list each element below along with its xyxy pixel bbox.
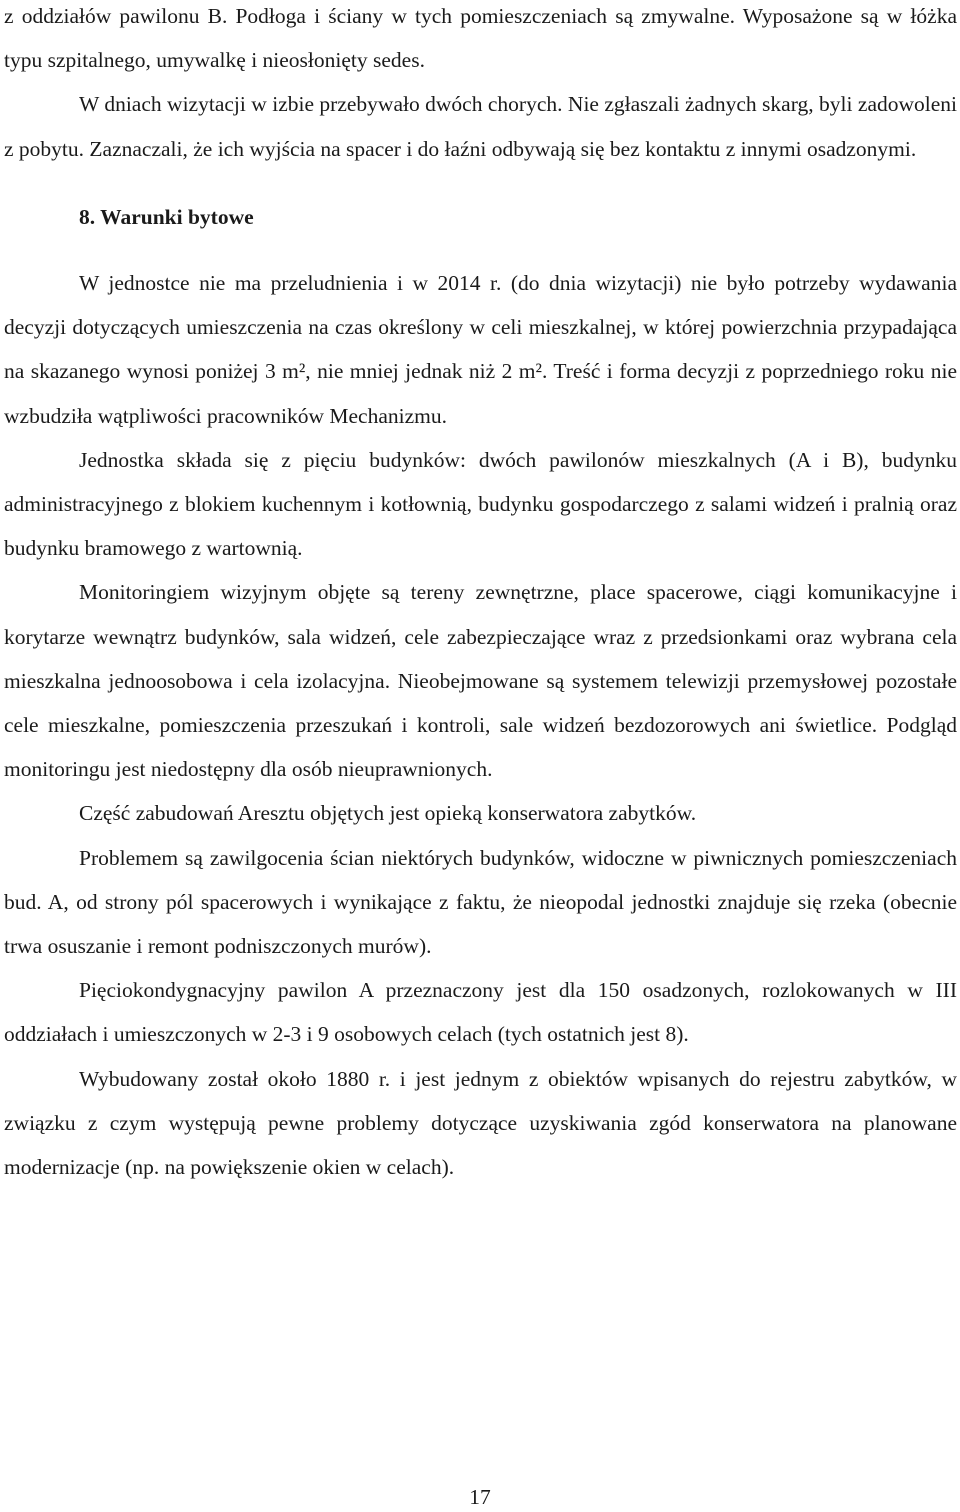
paragraph-overcrowding: W jednostce nie ma przeludnienia i w 2014 r. (do dnia wizytacji) nie było potrzeby wydawania decyzji dotyczących umieszczenia na czas określony w celi mieszkalnej, w której powierzchnia przypadająca na skazanego wynosi poniżej 3 m², nie mniej jednak niż 2 m². Treść i forma decyzji z poprzedniego roku nie wzbudziła wątpliwości pracowników Mechanizmu.	[4, 271, 957, 428]
paragraph-built-1880: Wybudowany został około 1880 r. i jest jednym z obiektów wpisanych do rejestru zabytków, w związku z czym występują pewne problemy dotyczące uzyskiwania zgód konserwatora na planowane modernizacje (np. na powiększenie okien w celach).	[4, 1066, 957, 1180]
paragraph-pavilion-a: Pięciokondygnacyjny pawilon A przeznaczony jest dla 150 osadzonych, rozlokowanych w III oddziałach i umieszczonych w 2-3 i 9 osobowych celach (tych ostatnich jest 8).	[4, 978, 957, 1047]
paragraph-continued: z oddziałów pawilonu B. Podłoga i ściany w tych pomieszczeniach są zmywalne. Wyposażone są w łóżka typu szpitalnego, umywalkę i nieosłonięty sedes.	[4, 4, 957, 73]
section-title: Warunki bytowe	[100, 204, 254, 229]
paragraph-monitoring: Monitoringiem wizyjnym objęte są tereny zewnętrzne, place spacerowe, ciągi komunikacyjne i korytarze wewnątrz budynków, sala widzeń, cele zabezpieczające wraz z przedsionkami oraz wybrana cela mieszkalna jednoosobowa i cela izolacyjna. Nieobejmowane są systemem telewizji przemysłowej pozostałe cele mieszkalne, pomieszczenia przeszukań i kontroli, sale widzeń bezdozorowych ani świetlice. Podgląd monitoringu jest niedostępny dla osób nieuprawnionych.	[4, 580, 957, 782]
paragraph-buildings: Jednostka składa się z pięciu budynków: dwóch pawilonów mieszkalnych (A i B), budynku administracyjnego z blokiem kuchennym i kotłownią, budynku gospodarczego z salami widzeń i pralnią oraz budynku bramowego z wartownią.	[4, 447, 957, 561]
page-number: 17	[469, 1485, 491, 1509]
section-number: 8.	[79, 204, 96, 229]
paragraph-dampness: Problemem są zawilgocenia ścian niektórych budynków, widoczne w piwnicznych pomieszczeniach bud. A, od strony pól spacerowych i wynikające z faktu, że nieopodal jednostki znajduje się rzeka (obecnie trwa osuszanie i remont podniszczonych murów).	[4, 845, 957, 959]
paragraph-sick-room: W dniach wizytacji w izbie przebywało dwóch chorych. Nie zgłaszali żadnych skarg, byli zadowoleni z pobytu. Zaznaczali, że ich wyjścia na spacer i do łaźni odbywają się bez kontaktu z innymi osadzonymi.	[4, 92, 957, 161]
paragraph-heritage: Część zabudowań Aresztu objętych jest opieką konserwatora zabytków.	[79, 801, 697, 826]
document-page	[4, 0, 957, 1189]
section-heading	[4, 195, 957, 239]
